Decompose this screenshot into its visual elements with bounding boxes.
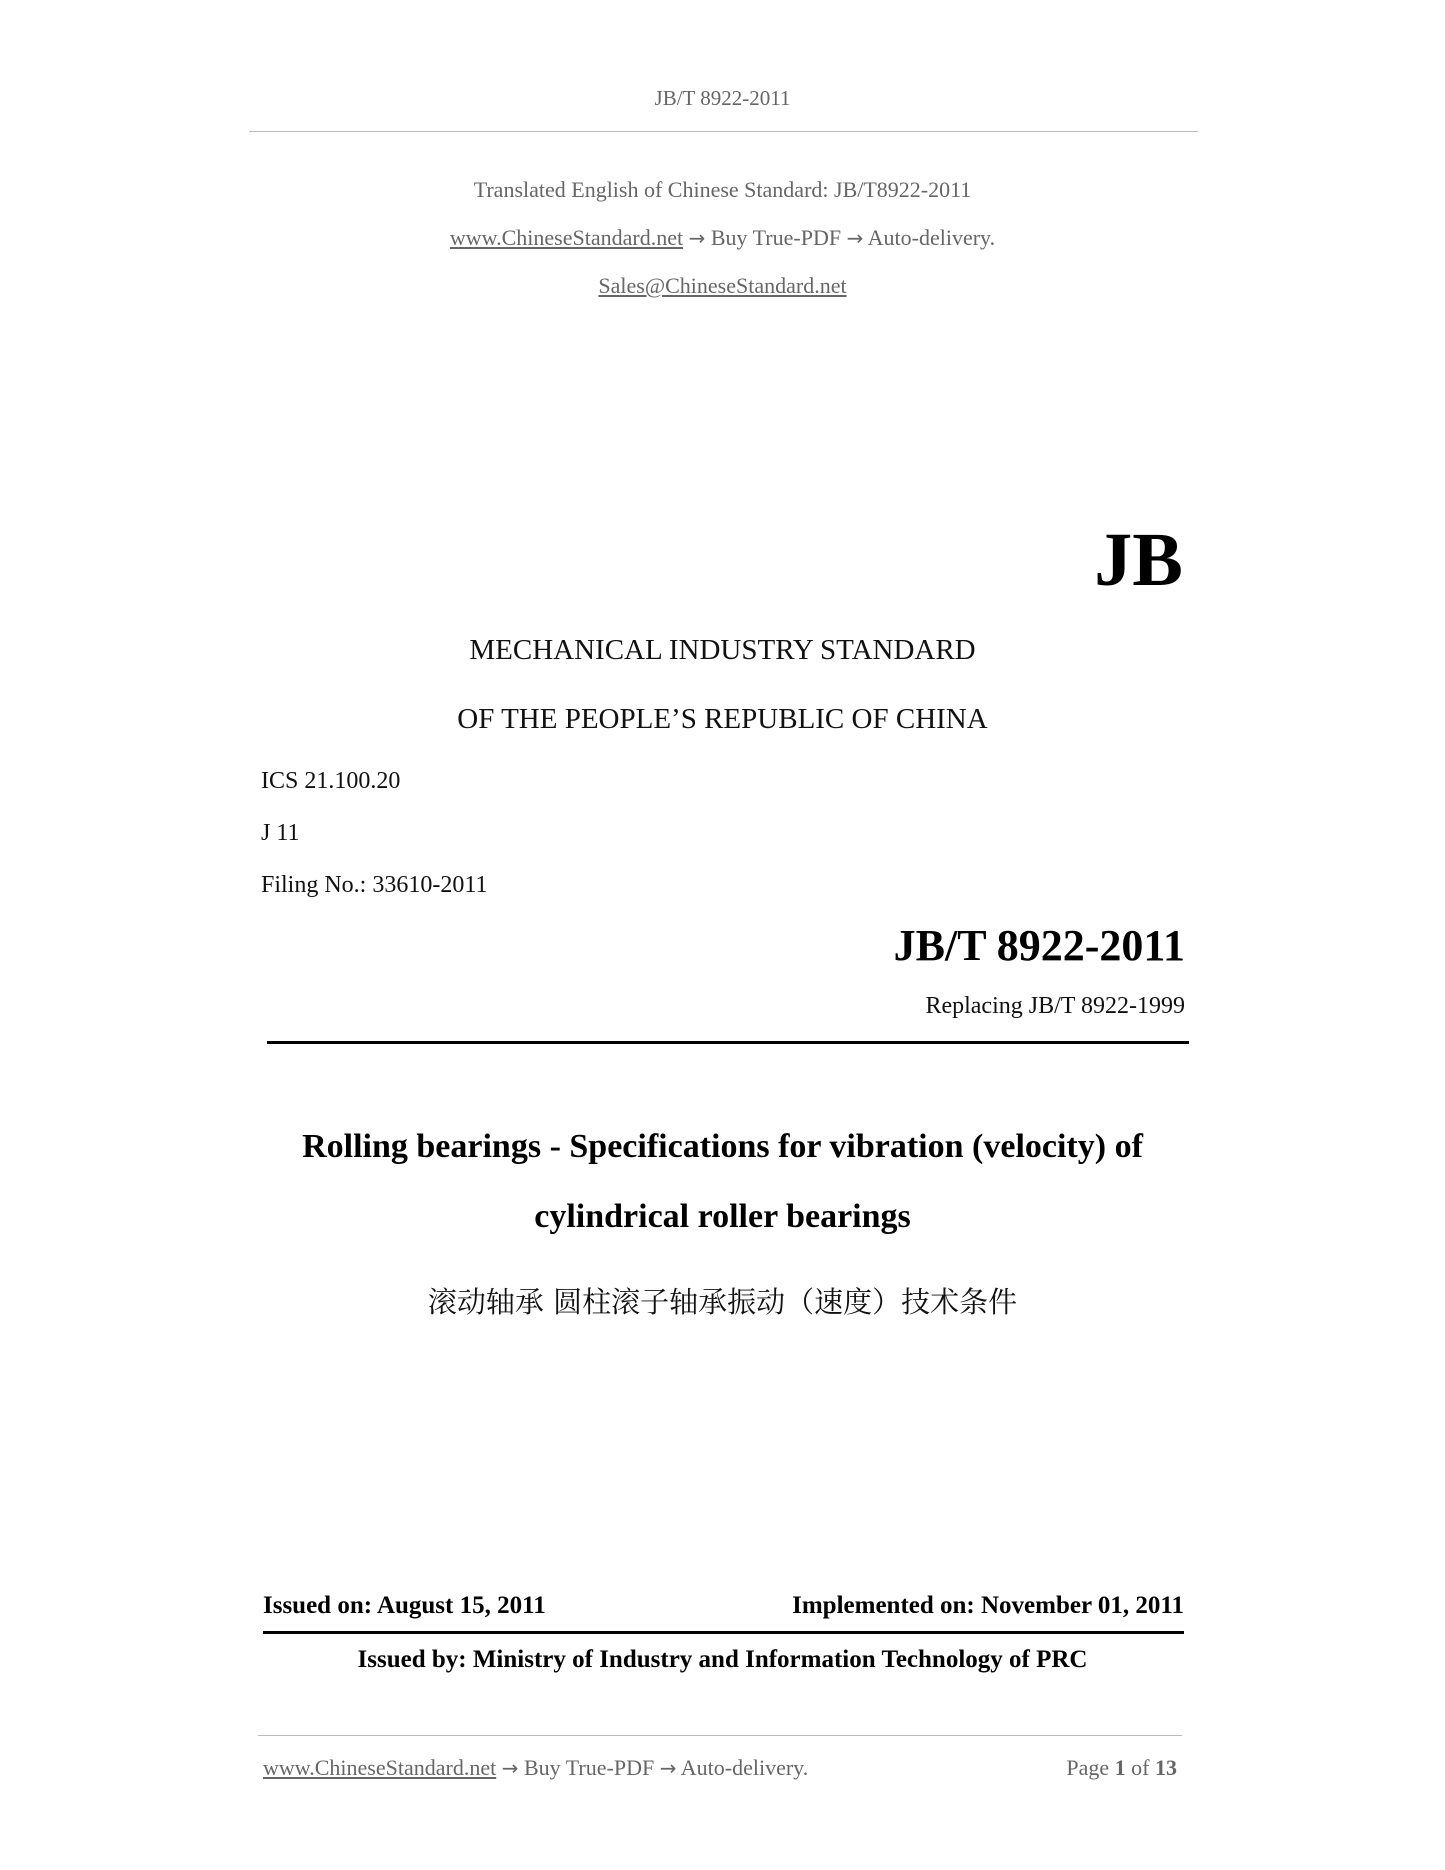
english-title-line1: Rolling bearings - Specifications for vibration (velocity) of	[302, 1128, 1143, 1165]
footer-delivery-text: Auto-delivery.	[680, 1755, 809, 1780]
footer-buy-line	[263, 1755, 808, 1781]
ics-code: ICS 21.100.20	[261, 768, 401, 794]
arrow-right-icon: →	[688, 226, 706, 250]
replacing-text: Replacing JB/T 8922-1999	[925, 993, 1185, 1019]
total-pages: 13	[1155, 1755, 1177, 1780]
buy-text: Buy True-PDF	[710, 225, 842, 250]
footer-site-link[interactable]: www.ChineseStandard.net	[263, 1755, 497, 1780]
issued-date: Issued on: August 15, 2011	[263, 1592, 546, 1619]
delivery-text: Auto-delivery.	[867, 225, 996, 250]
standard-type-line2: OF THE PEOPLE’S REPUBLIC OF CHINA	[457, 703, 988, 735]
footer-buy-text: Buy True-PDF	[523, 1755, 655, 1780]
chinese-title: 滚动轴承 圆柱滚子轴承振动（速度）技术条件	[427, 1285, 1018, 1319]
header-rule	[249, 131, 1198, 132]
dates-rule	[263, 1631, 1184, 1634]
filing-number: Filing No.: 33610-2011	[261, 872, 488, 898]
standard-type-line1: MECHANICAL INDUSTRY STANDARD	[469, 634, 976, 666]
arrow-right-icon: →	[501, 1756, 519, 1780]
english-title-line2: cylindrical roller bearings	[534, 1198, 911, 1235]
ccs-code: J 11	[261, 820, 300, 846]
email-line	[0, 273, 1445, 299]
of-label: of	[1131, 1755, 1150, 1780]
title-rule	[267, 1041, 1189, 1044]
issuer: Issued by: Ministry of Industry and Information Technology of PRC	[357, 1646, 1088, 1673]
page-indicator	[1066, 1755, 1177, 1781]
arrow-right-icon: →	[659, 1756, 677, 1780]
page-label: Page	[1066, 1755, 1110, 1780]
footer-rule	[258, 1735, 1182, 1736]
site-link[interactable]: www.ChineseStandard.net	[449, 225, 684, 250]
email-link[interactable]: Sales@ChineseStandard.net	[598, 273, 847, 298]
arrow-right-icon: →	[846, 226, 864, 250]
buy-line	[0, 225, 1445, 251]
jb-logo: JB	[1094, 518, 1183, 602]
standard-code: JB/T 8922-2011	[893, 921, 1185, 970]
translation-note: Translated English of Chinese Standard: JB/T8922-2011	[473, 177, 972, 202]
implemented-date: Implemented on: November 01, 2011	[792, 1592, 1184, 1619]
running-header: JB/T 8922-2011	[654, 86, 791, 110]
page-number: 1	[1114, 1755, 1126, 1780]
